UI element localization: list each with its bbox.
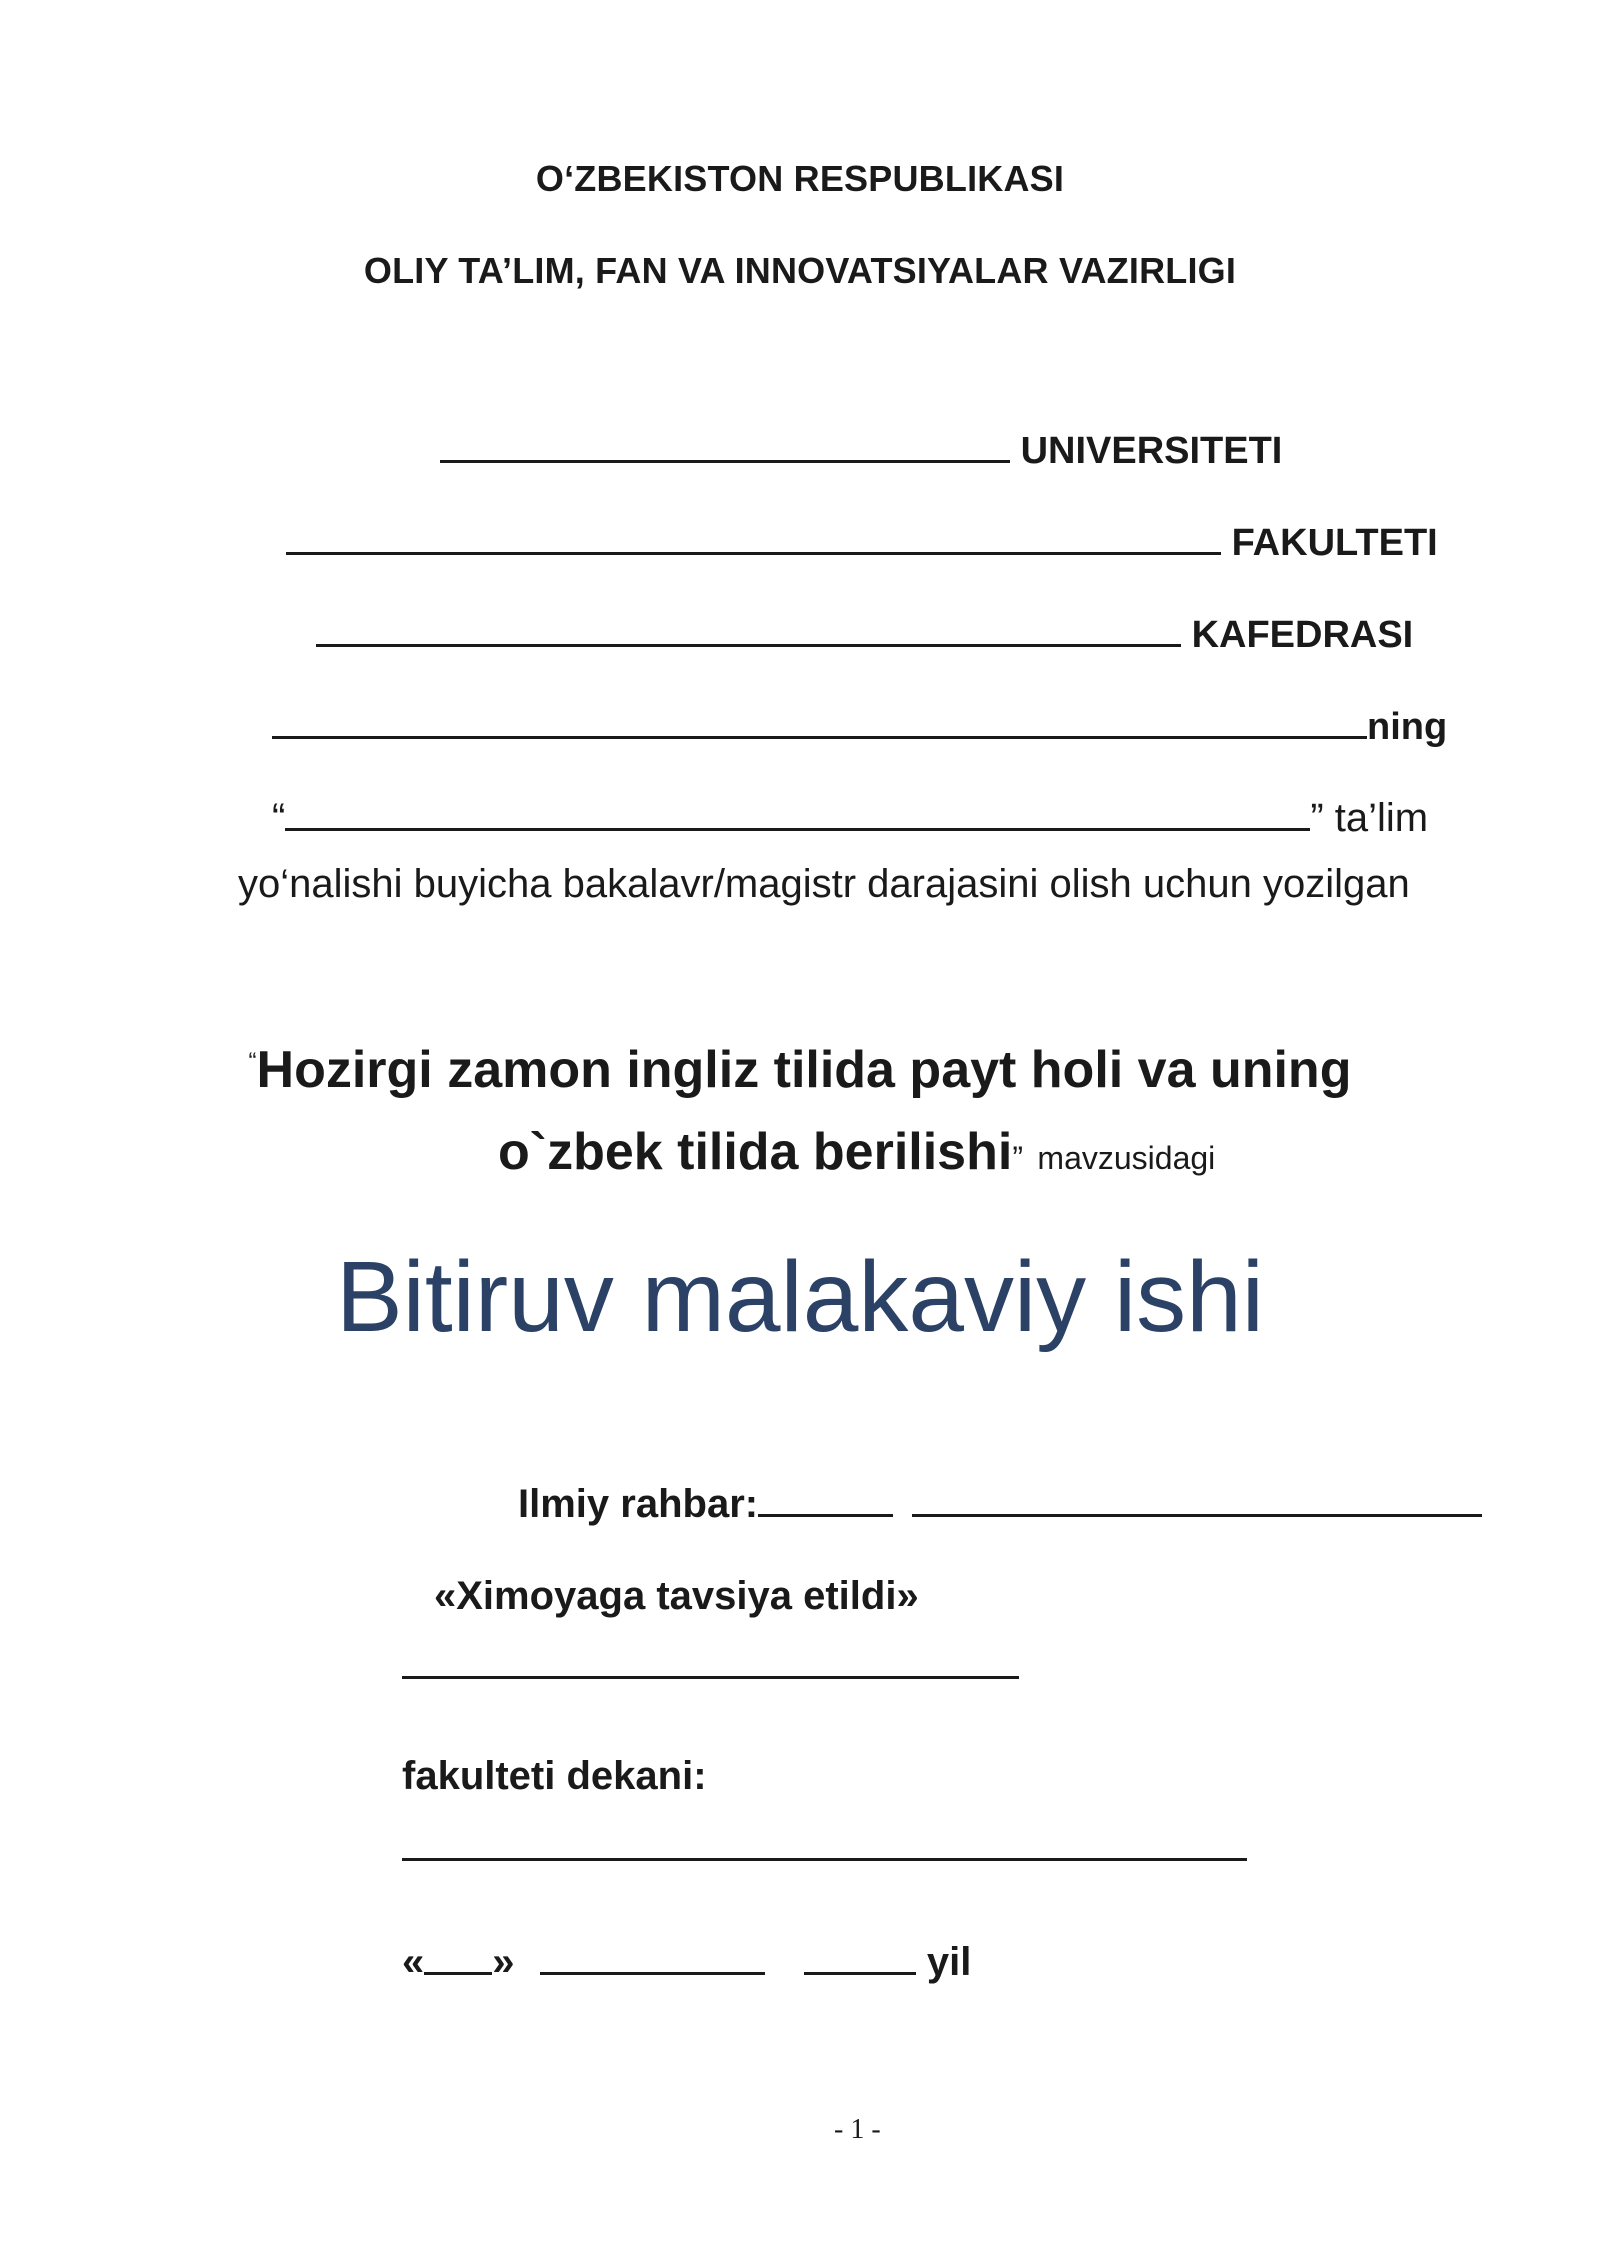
year-label: yil (926, 1940, 972, 1984)
month-blank (540, 1972, 765, 1975)
student-blank (272, 736, 1367, 739)
faculty-line (286, 522, 1438, 565)
day-blank (424, 1972, 492, 1975)
student-line (272, 706, 1447, 749)
university-blank (440, 460, 1010, 463)
dean-label: fakulteti dekani: (402, 1754, 707, 1798)
faculty-label: FAKULTETI (1231, 522, 1438, 564)
date-quote-open: « (402, 1940, 425, 1984)
direction-blank (285, 828, 1310, 831)
faculty-blank (286, 552, 1221, 555)
university-line (440, 430, 1282, 473)
supervisor-blank-long (912, 1514, 1482, 1517)
recommended-text: «Ximoyaga tavsiya etildi» (434, 1574, 919, 1618)
supervisor-label: Ilmiy rahbar: (518, 1482, 759, 1526)
direction-line (272, 796, 1428, 841)
direction-suffix: ” ta’lim (1310, 796, 1429, 840)
topic-quote-open: “ (248, 1048, 257, 1075)
page-number: - 1 - (834, 2114, 881, 2145)
topic-line-1 (0, 1040, 1600, 1100)
topic-line-2 (498, 1122, 1215, 1182)
topic-text-1: Hozirgi zamon ingliz tilida payt holi va uning (256, 1041, 1352, 1099)
header-republic: O‘ZBEKISTON RESPUBLIKASI (535, 158, 1065, 199)
signature-blank (402, 1676, 1019, 1679)
topic-suffix: mavzusidagi (1037, 1140, 1216, 1176)
document-title: Bitiruv malakaviy ishi (335, 1241, 1265, 1353)
topic-quote-close: ” (1012, 1140, 1023, 1176)
dean-signature-line (402, 1848, 1247, 1866)
header-ministry: OLIY TA’LIM, FAN VA INNOVATSIYALAR VAZIRLIGI (363, 250, 1237, 291)
department-line (316, 614, 1413, 657)
date-quote-close: » (492, 1940, 515, 1984)
year-blank (804, 1972, 916, 1975)
topic-text-2: o`zbek tilida berilishi (498, 1123, 1013, 1181)
student-suffix: ning (1367, 706, 1448, 748)
department-blank (316, 644, 1181, 647)
dean-signature-blank (402, 1858, 1247, 1861)
university-label: UNIVERSITETI (1020, 430, 1283, 472)
supervisor-line (518, 1482, 1482, 1527)
date-line (402, 1940, 971, 1985)
supervisor-blank-short (758, 1514, 893, 1517)
degree-description: yo‘nalishi buyicha bakalavr/magistr darajasini olish uchun yozilgan (238, 862, 1410, 906)
signature-line (402, 1666, 1019, 1684)
direction-quote-open: “ (272, 796, 286, 840)
department-label: KAFEDRASI (1191, 614, 1414, 656)
